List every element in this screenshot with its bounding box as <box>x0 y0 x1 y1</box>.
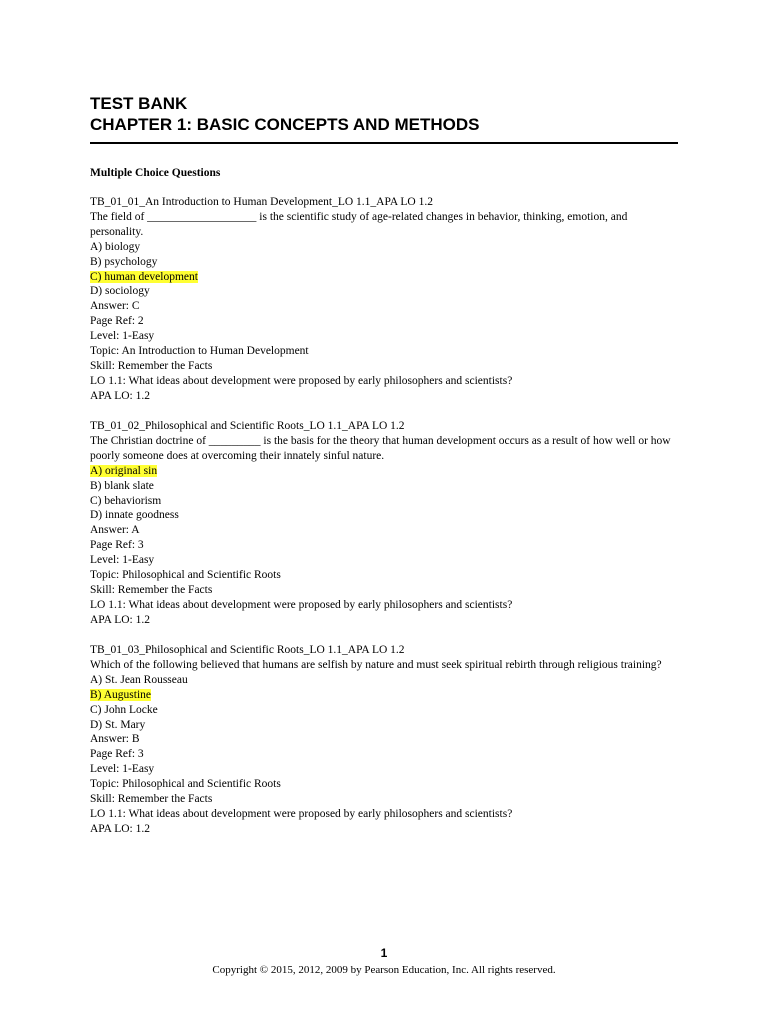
option-b: B) blank slate <box>90 479 154 492</box>
topic: Topic: An Introduction to Human Development <box>90 345 309 358</box>
skill: Skill: Remember the Facts <box>90 793 213 806</box>
page-ref: Page Ref: 3 <box>90 539 144 552</box>
answer: Answer: B <box>90 733 140 746</box>
level: Level: 1-Easy <box>90 763 155 776</box>
section-title: Multiple Choice Questions <box>90 167 221 179</box>
option-a: A) biology <box>90 240 141 253</box>
question-id: TB_01_02_Philosophical and Scientific Roots_LO 1.1_APA LO 1.2 <box>90 420 405 432</box>
question-3 <box>90 643 680 837</box>
option-d: D) St. Mary <box>90 718 146 731</box>
learning-objective: LO 1.1: What ideas about development were proposed by early philosophers and scientists? <box>90 374 513 387</box>
option-a: A) St. Jean Rousseau <box>90 673 188 686</box>
answer-highlight: B) Augustine <box>90 688 152 701</box>
page-number: 1 <box>380 946 388 960</box>
skill: Skill: Remember the Facts <box>90 583 213 596</box>
question-id: TB_01_01_An Introduction to Human Development_LO 1.1_APA LO 1.2 <box>90 196 433 208</box>
option-d: D) innate goodness <box>90 509 179 522</box>
apa-lo: APA LO: 1.2 <box>90 613 150 626</box>
option-c: C) behaviorism <box>90 494 162 507</box>
header-divider <box>90 142 678 144</box>
option-c: C) John Locke <box>90 703 158 716</box>
question-stem: Which of the following believed that humans are selfish by nature and must seek spiritual rebirth through religious training? <box>90 658 662 671</box>
option-b-correct <box>90 688 680 703</box>
option-c-correct <box>90 270 680 285</box>
answer: Answer: A <box>90 524 140 537</box>
page-ref: Page Ref: 2 <box>90 315 144 328</box>
answer: Answer: C <box>90 300 140 313</box>
skill: Skill: Remember the Facts <box>90 359 213 372</box>
learning-objective: LO 1.1: What ideas about development were proposed by early philosophers and scientists? <box>90 807 513 820</box>
copyright-notice: Copyright © 2015, 2012, 2009 by Pearson Education, Inc. All rights reserved. <box>212 964 556 976</box>
option-d: D) sociology <box>90 285 150 298</box>
apa-lo: APA LO: 1.2 <box>90 389 150 402</box>
question-stem: The field of ___________________ is the scientific study of age-related changes in behavior, thinking, emotion, and personality. <box>90 210 628 238</box>
option-b: B) psychology <box>90 255 158 268</box>
question-stem: The Christian doctrine of _________ is the basis for the theory that human development occurs as a result of how well or how poorly someone does at overcoming their innately sinful nature. <box>90 434 671 462</box>
apa-lo: APA LO: 1.2 <box>90 822 150 835</box>
test-bank-title: TEST BANK <box>90 94 188 113</box>
level: Level: 1-Easy <box>90 554 155 567</box>
answer-highlight: A) original sin <box>90 464 158 477</box>
topic: Topic: Philosophical and Scientific Roots <box>90 778 281 791</box>
question-id: TB_01_03_Philosophical and Scientific Roots_LO 1.1_APA LO 1.2 <box>90 644 405 656</box>
document-header <box>90 93 680 135</box>
question-1 <box>90 195 680 404</box>
answer-highlight: C) human development <box>90 270 198 283</box>
level: Level: 1-Easy <box>90 330 155 343</box>
topic: Topic: Philosophical and Scientific Roots <box>90 569 281 582</box>
option-a-correct <box>90 464 680 479</box>
question-2 <box>90 419 680 628</box>
page-ref: Page Ref: 3 <box>90 748 144 761</box>
chapter-title: CHAPTER 1: BASIC CONCEPTS AND METHODS <box>90 115 480 134</box>
learning-objective: LO 1.1: What ideas about development were proposed by early philosophers and scientists? <box>90 598 513 611</box>
